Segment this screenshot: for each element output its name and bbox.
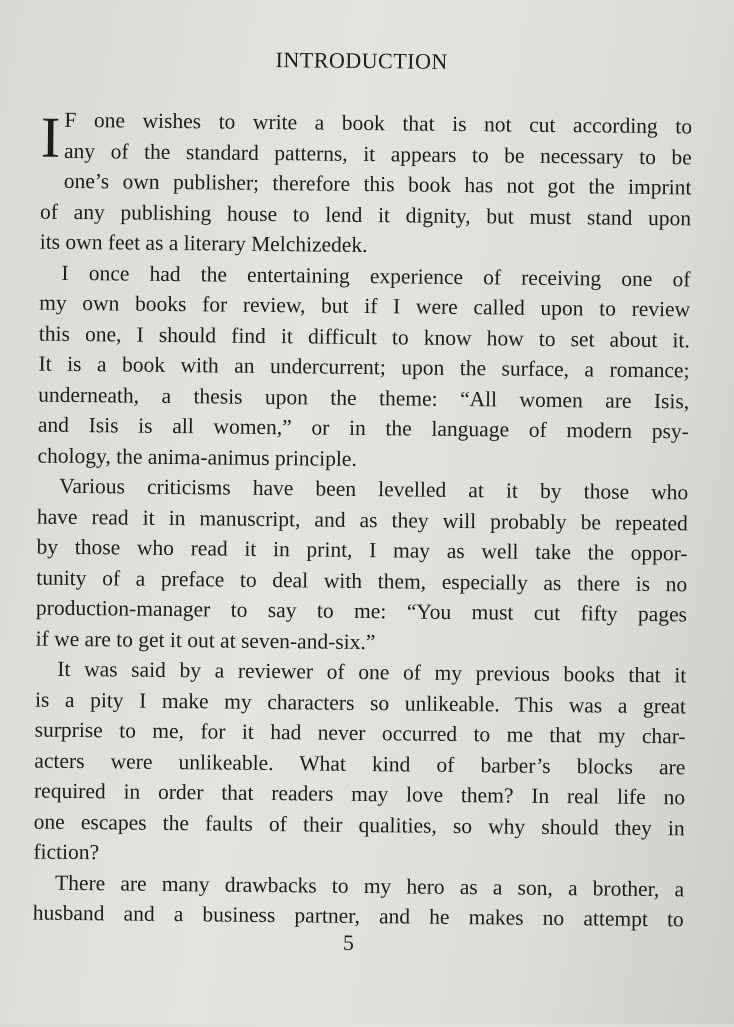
text-line: my own books for review, but if I were called upon to review [39,290,691,322]
paragraph-4 [33,654,686,874]
text-line: underneath, a thesis upon the theme: “All women are Isis, [38,382,690,413]
text-line: tunity of a preface to deal with them, especially as there is no [36,565,688,596]
text-line: is a pity I make my characters so unlikeable. This was a great [34,687,687,718]
text-line: I once had the entertaining experience of receiving one of [61,260,691,291]
text-line: There are many drawbacks to my hero as a son, a brother, a [54,870,685,901]
drop-cap: I [40,104,61,170]
text-line: husband and a business partner, and he makes no attempt to [32,900,684,932]
paragraph-1 [40,105,693,264]
text-line: F one wishes to write a book that is not cut according to [64,107,693,139]
chapter-heading: INTRODUCTION [275,47,448,74]
text-line: It is a book with an undercurrent; upon the surface, a romance; [38,351,690,383]
text-line: one escapes the faults of their qualities, so why should they in [33,809,685,840]
text-line: by those who read it in print, I may as well take the oppor- [36,534,688,566]
text-line: chology, the anima-animus principle. [37,443,357,471]
text-line: have read it in manuscript, and as they will probably be repeated [36,504,689,535]
text-line: It was said by a reviewer of one of my previous books that it [57,656,687,688]
page-number: 5 [342,929,355,955]
text-line: any of the standard patterns, it appears to be necessary to be [63,138,692,169]
text-line: one’s own publisher; therefore this book has not got the imprint [63,168,692,200]
book-page [32,0,694,1027]
text-line: acters were unlikeable. What kind of barber’s blocks are [34,748,686,779]
text-line: its own feet as a literary Melchizedek. [39,229,368,258]
body-text [33,105,693,935]
text-line: surprise to me, for it had never occurred to me that my char- [34,717,686,749]
text-line: of any publishing house to lend it dignity, but must stand upon [40,199,692,230]
text-line: required in order that readers may love them? In real life no [33,778,686,810]
text-line: fiction? [33,839,100,865]
text-line: if we are to get it out at seven-and-six.” [35,626,376,654]
paragraph-2 [37,257,690,477]
text-line: production-manager to say to me: “You must cut fifty pages [35,595,688,627]
text-line: Various criticisms have been levelled at it by those who [59,473,689,505]
paragraph-5 [33,867,685,935]
paragraph-3 [35,471,688,661]
text-line: and Isis is all women,” or in the language of modern psy- [37,412,689,444]
text-line: this one, I should find it difficult to know how to set about it. [38,321,690,352]
